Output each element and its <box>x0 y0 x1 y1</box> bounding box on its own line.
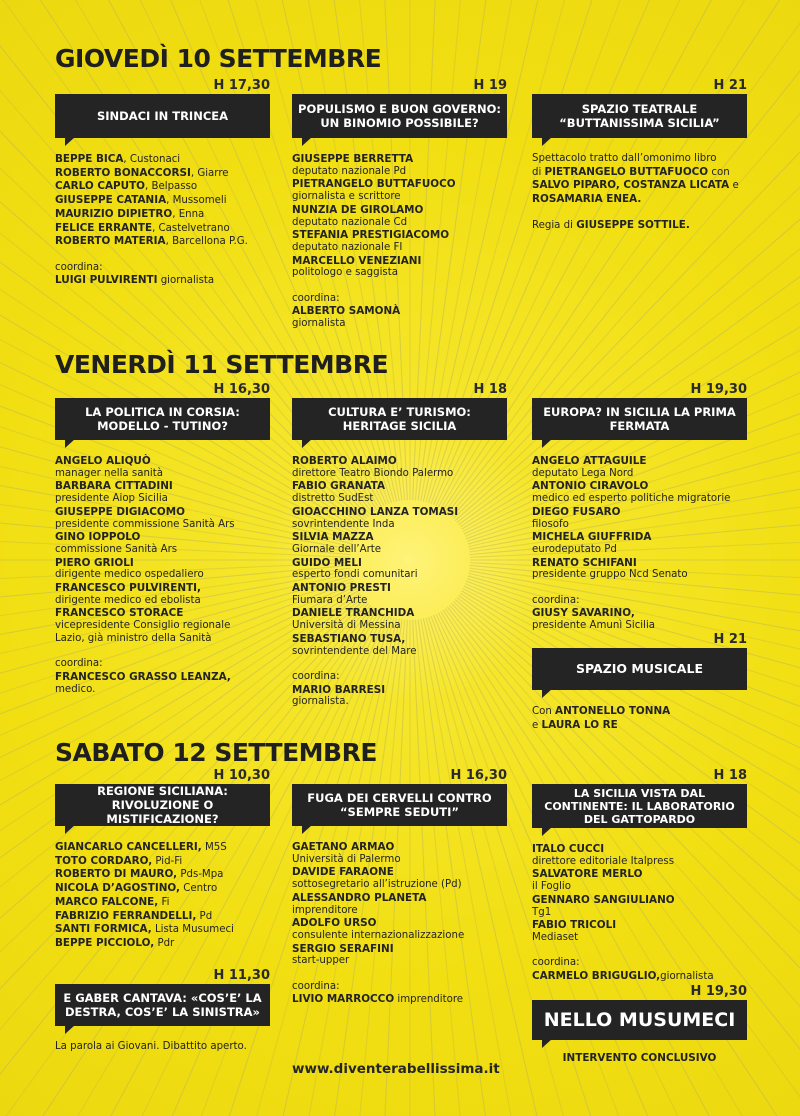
event-title: SINDACI IN TRINCEA <box>96 109 229 123</box>
speaker-role: direttore editoriale Italpress <box>532 855 674 867</box>
speaker-role: politologo e saggista <box>292 267 398 279</box>
speaker-role: dirigente medico ospedaliero <box>55 569 204 581</box>
speaker-list <box>55 841 270 951</box>
description-line: SALVO PIPARO, COSTANZA LICATA e <box>532 179 739 192</box>
coordinator-role: giornalista <box>292 318 346 330</box>
event-title-box <box>532 1000 747 1040</box>
coordinator-name: FRANCESCO GRASSO LEANZA, <box>55 670 231 683</box>
event-title-box <box>532 784 747 828</box>
speaker-name: ROBERTO ALAIMO <box>292 455 397 467</box>
event-populismo <box>292 78 507 331</box>
day-title-saturday: SABATO 12 SETTEMBRE <box>55 738 377 767</box>
speaker-name: GINO IOPPOLO <box>55 531 141 544</box>
event-title-box <box>532 398 747 440</box>
event-title: LA SICILIA VISTA DAL CONTINENTE: IL LABORATORIO DEL GATTOPARDO <box>544 786 735 826</box>
event-teatro <box>532 78 747 232</box>
speaker-name: ANGELO ATTAGUILE <box>532 455 647 467</box>
speaker-name: SERGIO SERAFINI <box>292 942 394 955</box>
speaker-role: Tg1 <box>532 906 552 918</box>
speaker-name: PIERO GRIOLI <box>55 556 134 569</box>
event-title-box <box>55 784 270 826</box>
coordinator-role: presidente Amunì Sicilia <box>532 620 656 632</box>
event-title-box <box>292 398 507 440</box>
speaker-name: DANIELE TRANCHIDA <box>292 607 415 620</box>
event-time: H 18 <box>473 382 507 397</box>
performers <box>532 705 747 732</box>
speaker-name: SEBASTIANO TUSA, <box>292 632 406 645</box>
speaker-name: GIUSEPPE DIGIACOMO <box>55 505 185 518</box>
speaker-name: SILVIA MAZZA <box>292 531 374 544</box>
event-time: H 18 <box>713 768 747 783</box>
event-time: H 16,30 <box>213 382 270 397</box>
event-title: FUGA DEI CERVELLI CONTRO “SEMPRE SEDUTI” <box>307 791 492 819</box>
speaker-role: vicepresidente Consiglio regionale Lazio, già ministro della Sanità <box>55 620 231 644</box>
speaker: ROBERTO MATERIA, Barcellona P.G. <box>55 235 248 248</box>
event-time: H 19,30 <box>690 382 747 397</box>
coordinator-label: coordina: <box>292 980 340 992</box>
speaker: FELICE ERRANTE, Castelvetrano <box>55 221 230 234</box>
event-title-box <box>532 648 747 690</box>
speaker-list <box>292 153 507 331</box>
coordinator-role: medico. <box>55 683 96 695</box>
speaker-list <box>292 455 507 709</box>
event-sindaci <box>55 78 270 288</box>
day-title-friday: VENERDÌ 11 SETTEMBRE <box>55 350 389 379</box>
speaker-list <box>532 843 747 984</box>
speaker-list <box>55 455 270 696</box>
event-title-box <box>55 398 270 440</box>
speaker-name: ADOLFO URSO <box>292 917 377 930</box>
speaker-name: GUIDO MELI <box>292 556 362 569</box>
speaker: TOTO CORDARO, Pid-Fi <box>55 854 183 867</box>
speaker-role: giornalista e scrittore <box>292 191 401 203</box>
coordinator-label: coordina: <box>292 670 340 682</box>
coordinator-label: coordina: <box>55 261 103 273</box>
speaker-name: GAETANO ARMAO <box>292 841 395 853</box>
speaker-name: MARCELLO VENEZIANI <box>292 254 422 267</box>
speaker: SANTI FORMICA, Lista Musumeci <box>55 923 234 936</box>
event-description <box>55 1041 270 1054</box>
event-subtitle: INTERVENTO CONCLUSIVO <box>562 1052 717 1064</box>
speaker-name: ITALO CUCCI <box>532 843 605 855</box>
speaker: MAURIZIO DIPIETRO, Enna <box>55 207 205 220</box>
speaker-name: DIEGO FUSARO <box>532 505 621 518</box>
speaker: MARCO FALCONE, Fi <box>55 895 170 908</box>
speaker-list <box>55 153 270 288</box>
speaker-role: eurodeputato Pd <box>532 543 617 555</box>
event-title: EUROPA? IN SICILIA LA PRIMA FERMATA <box>543 405 736 433</box>
description-line: La parola ai Giovani. Dibattito aperto. <box>55 1041 247 1052</box>
coordinator-name: GIUSY SAVARINO, <box>532 607 635 620</box>
speaker-role: sovrintendente Inda <box>292 518 395 530</box>
speaker-role: dirigente medico ed ebolista <box>55 594 201 606</box>
speaker-role: Università di Palermo <box>292 853 401 865</box>
speaker-role: deputato Lega Nord <box>532 467 634 479</box>
coordinator: CARMELO BRIGUGLIO,giornalista <box>532 970 714 983</box>
speaker-name: MICHELA GIUFFRIDA <box>532 531 652 544</box>
speaker: CARLO CAPUTO, Belpasso <box>55 180 198 193</box>
event-title: LA POLITICA IN CORSIA: MODELLO - TUTINO? <box>85 405 240 433</box>
description-line: ROSAMARIA ENEA. <box>532 193 642 206</box>
event-gattopardo <box>532 768 747 984</box>
event-title-box <box>292 94 507 138</box>
coordinator-role: giornalista. <box>292 696 349 708</box>
coordinator-label: coordina: <box>292 292 340 304</box>
event-title-box <box>532 94 747 138</box>
speaker-role: start-upper <box>292 955 350 967</box>
speaker: ROBERTO BONACCORSI, Giarre <box>55 166 229 179</box>
coordinator-name: MARIO BARRESI <box>292 683 386 696</box>
speaker-role: distretto SudEst <box>292 493 374 505</box>
speaker-name: GIUSEPPE BERRETTA <box>292 153 414 165</box>
event-time: H 21 <box>713 78 747 93</box>
speaker-role: presidente commissione Sanità Ars <box>55 518 235 530</box>
event-europa <box>532 382 747 633</box>
speaker-name: ANTONIO CIRAVOLO <box>532 480 649 493</box>
speaker-name: STEFANIA PRESTIGIACOMO <box>292 229 450 242</box>
speaker-list <box>292 841 507 1007</box>
description-line: di PIETRANGELO BUTTAFUOCO con <box>532 165 730 178</box>
speaker-role: deputato nazionale Pd <box>292 165 407 177</box>
speaker-role: sovrintendente del Mare <box>292 645 417 657</box>
speaker-role: presidente gruppo Ncd Senato <box>532 569 688 581</box>
speaker-role: filosofo <box>532 518 569 530</box>
speaker: BEPPE BICA, Custonaci <box>55 153 181 165</box>
speaker-name: ANGELO ALIQUÒ <box>55 455 151 467</box>
event-musumeci <box>532 984 747 1064</box>
event-time: H 11,30 <box>213 968 270 983</box>
performer-line: Con ANTONELLO TONNA <box>532 705 671 717</box>
coordinator-label: coordina: <box>55 658 103 670</box>
event-gaber <box>55 968 270 1054</box>
event-title-box <box>55 984 270 1026</box>
event-time: H 19 <box>473 78 507 93</box>
event-regione <box>55 768 270 951</box>
speaker: NICOLA D’AGOSTINO, Centro <box>55 882 218 895</box>
speaker: GIUSEPPE CATANIA, Mussomeli <box>55 194 227 207</box>
speaker-role: il Foglio <box>532 881 571 893</box>
speaker-name: FRANCESCO PULVIRENTI, <box>55 582 201 595</box>
speaker-name: ALESSANDRO PLANETA <box>292 891 427 904</box>
event-politica-corsia <box>55 382 270 696</box>
speaker-name: FRANCESCO STORACE <box>55 607 184 620</box>
speaker-role: esperto fondi comunitari <box>292 569 418 581</box>
speaker-name: GIOACCHINO LANZA TOMASI <box>292 505 459 518</box>
speaker-role: presidente Aiop Sicilia <box>55 493 168 505</box>
speaker-role: commissione Sanità Ars <box>55 543 178 555</box>
speaker-name: NUNZIA DE GIROLAMO <box>292 203 424 216</box>
event-title: E GABER CANTAVA: «COS’E’ LA DESTRA, COS’E’ LA SINISTRA» <box>63 991 262 1019</box>
speaker-name: PIETRANGELO BUTTAFUOCO <box>292 178 456 191</box>
speaker-name: SALVATORE MERLO <box>532 868 643 881</box>
performer-line: e LAURA LO RE <box>532 718 618 731</box>
coordinator: LIVIO MARROCCO imprenditore <box>292 993 464 1006</box>
event-title: POPULISMO E BUON GOVERNO: UN BINOMIO POSSIBILE? <box>298 102 501 130</box>
event-title: CULTURA E’ TURISMO: HERITAGE SICILIA <box>328 405 471 433</box>
event-title: REGIONE SICILIANA: RIVOLUZIONE O MISTIFICAZIONE? <box>97 784 228 826</box>
speaker-role: sottosegretario all’istruzione (Pd) <box>292 879 462 891</box>
speaker: GIANCARLO CANCELLERI, M5S <box>55 841 227 853</box>
speaker-name: FABIO TRICOLI <box>532 919 617 932</box>
speaker-role: consulente internazionalizzazione <box>292 929 465 941</box>
speaker-role: Università di Messina <box>292 620 401 632</box>
speaker-role: deputato nazionale FI <box>292 241 403 253</box>
speaker-role: manager nella sanità <box>55 467 163 479</box>
speaker: FABRIZIO FERRANDELLI, Pd <box>55 909 213 922</box>
coordinator-label: coordina: <box>532 957 580 969</box>
event-time: H 21 <box>713 632 747 647</box>
event-title-box <box>55 94 270 138</box>
coordinator: LUIGI PULVIRENTI giornalista <box>55 274 215 287</box>
event-time: H 17,30 <box>213 78 270 93</box>
event-time: H 19,30 <box>690 984 747 999</box>
speaker-role: medico ed esperto politiche migratorie <box>532 493 731 505</box>
speaker-name: ANTONIO PRESTI <box>292 582 391 595</box>
event-title-box <box>292 784 507 826</box>
event-title: NELLO MUSUMECI <box>543 1009 736 1031</box>
director-line: Regia di GIUSEPPE SOTTILE. <box>532 218 690 231</box>
speaker-role: Mediaset <box>532 931 579 943</box>
speaker-role: imprenditore <box>292 904 358 916</box>
speaker-name: DAVIDE FARAONE <box>292 866 394 879</box>
event-title: SPAZIO MUSICALE <box>576 661 703 676</box>
speaker-name: BARBARA CITTADINI <box>55 480 173 493</box>
speaker-role: direttore Teatro Biondo Palermo <box>292 467 454 479</box>
speaker: BEPPE PICCIOLO, Pdr <box>55 936 175 949</box>
event-title: SPAZIO TEATRALE “BUTTANISSIMA SICILIA” <box>559 102 720 130</box>
speaker-role: deputato nazionale Cd <box>292 216 408 228</box>
event-time: H 16,30 <box>450 768 507 783</box>
speaker-role: Giornale dell’Arte <box>292 543 382 555</box>
day-title-thursday: GIOVEDÌ 10 SETTEMBRE <box>55 44 382 73</box>
website-link[interactable]: www.diventerabellissima.it <box>292 1061 500 1077</box>
speaker-role: Fiumara d’Arte <box>292 594 368 606</box>
coordinator-label: coordina: <box>532 594 580 606</box>
speaker-name: FABIO GRANATA <box>292 480 386 493</box>
coordinator-name: ALBERTO SAMONÀ <box>292 305 401 318</box>
speaker-name: GENNARO SANGIULIANO <box>532 893 675 906</box>
event-fuga-cervelli <box>292 768 507 1007</box>
speaker: ROBERTO DI MAURO, Pds-Mpa <box>55 868 224 881</box>
event-cultura-turismo <box>292 382 507 709</box>
speaker-name: RENATO SCHIFANI <box>532 556 637 569</box>
event-spazio-musicale <box>532 632 747 732</box>
event-description <box>532 153 747 232</box>
speaker-list <box>532 455 747 633</box>
event-time: H 10,30 <box>213 768 270 783</box>
description-line: Spettacolo tratto dall’omonimo libro <box>532 153 717 164</box>
